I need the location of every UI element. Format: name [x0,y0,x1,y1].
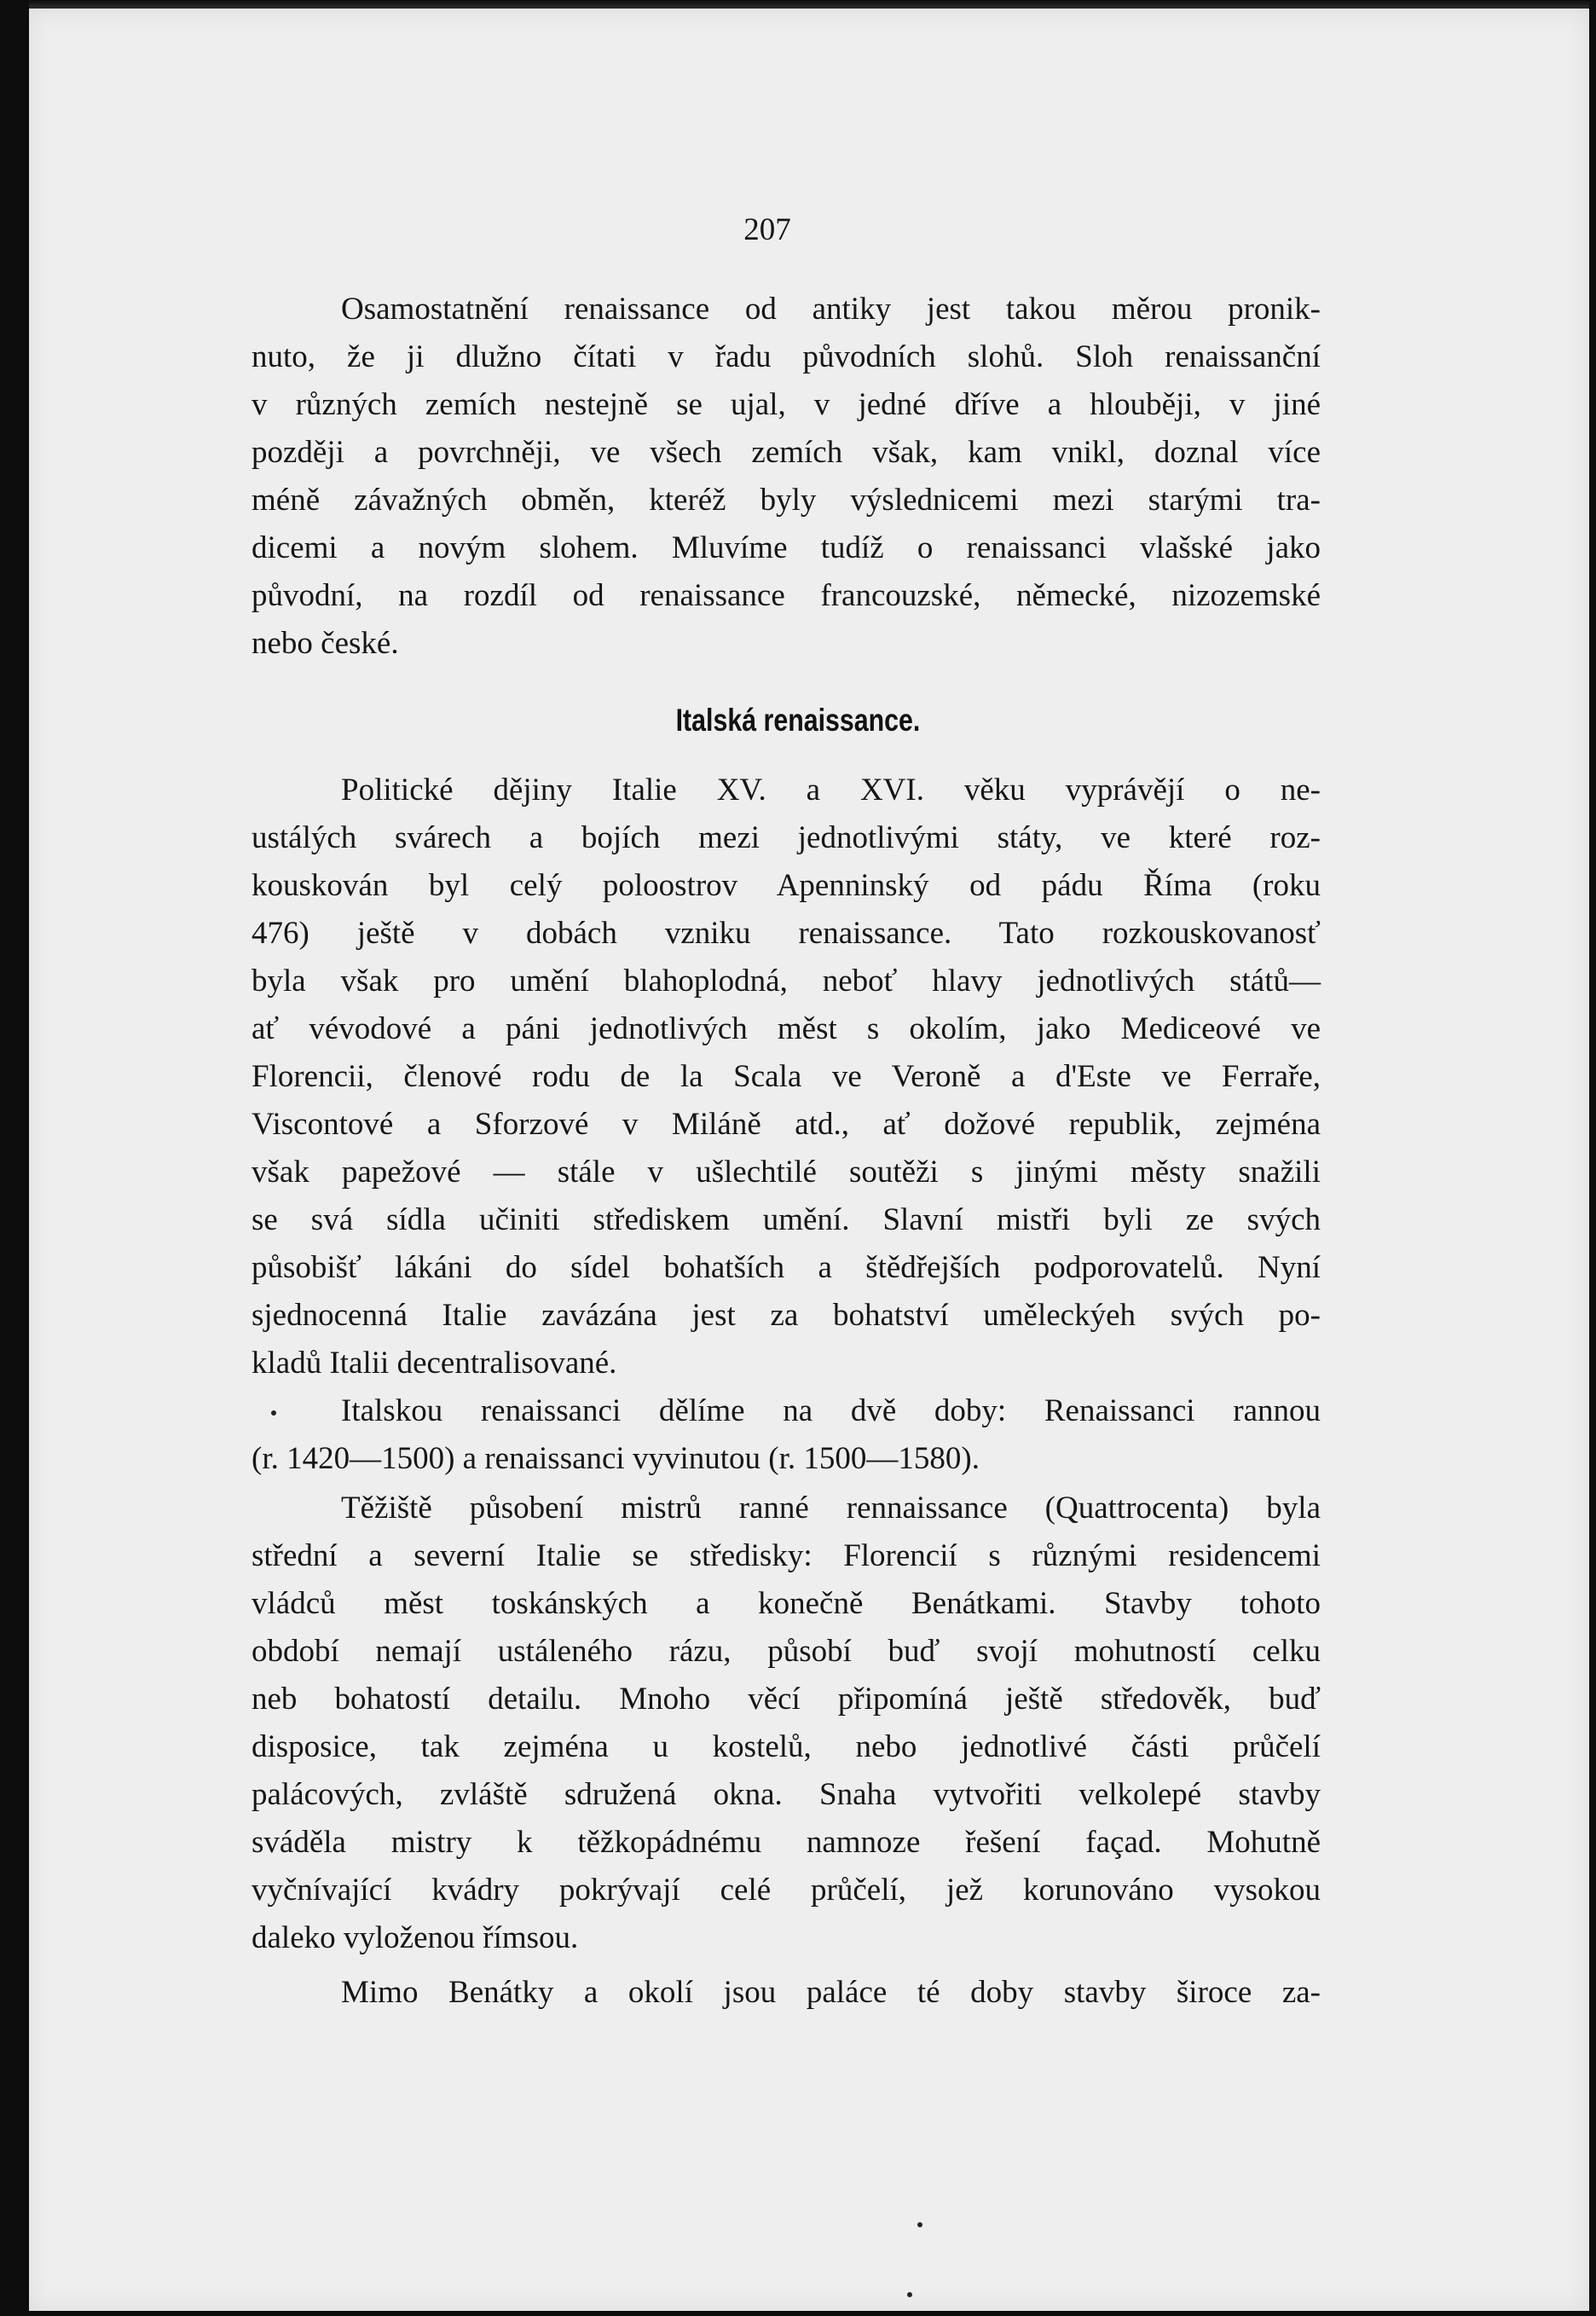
paragraph-4-line: vládců měst toskánských a konečně Benátkami. Stavby tohoto [252,1586,1321,1621]
paragraph-2-line: sjednocenná Italie zavázána jest za bohatství uměleckýeh svých po- [252,1298,1321,1333]
paragraph-4-line: vyčnívající kvádry pokrývají celé průčelí, jež korunováno vysokou [252,1873,1321,1908]
paragraph-2-line: byla však pro umění blahoplodná, neboť hlavy jednotlivých států— [252,964,1321,999]
paragraph-2-line: 476) ještě v dobách vzniku renaissance. Tato rozkouskovanosť [252,916,1321,951]
scan-speck [917,2222,922,2227]
page-number: 207 [743,212,791,247]
paragraph-1-line: dicemi a novým slohem. Mluvíme tudíž o renaissanci vlašské jako [252,530,1321,565]
paragraph-5-line: Mimo Benátky a okolí jsou paláce té doby stavby široce za- [341,1975,1321,2010]
paragraph-2-line: ať vévodové a páni jednotlivých měst s okolím, jako Mediceové ve [252,1011,1321,1046]
paragraph-4-line: palácových, zvláště sdružená okna. Snaha vytvořiti velkolepé stavby [252,1777,1321,1812]
paragraph-1-line: méně závažných obměn, kteréž byly výslednicemi mezi starými tra- [252,483,1321,518]
paragraph-2-line: Florencii, členové rodu de la Scala ve Veroně a d'Este ve Ferraře, [252,1059,1321,1094]
paragraph-4-line: neb bohatostí detailu. Mnoho věcí připomíná ještě středověk, buď [252,1682,1321,1717]
paragraph-1-line: původní, na rozdíl od renaissance francouzské, německé, nizozemské [252,578,1321,613]
paragraph-2-line: působišť lákáni do sídel bohatších a štědřejších podporovatelů. Nyní [252,1250,1321,1285]
paragraph-1-line: nuto, že ji dlužno čítati v řadu původních slohů. Sloh renaissanční [252,339,1321,374]
paragraph-2-line: Viscontové a Sforzové v Miláně atd., ať dožové republik, zejména [252,1107,1321,1142]
paragraph-2-line: však papežové — stále v ušlechtilé soutěži s jinými městy snažili [252,1155,1321,1190]
paragraph-2-line: kladů Italii decentralisované. [252,1346,617,1381]
paragraph-4-line: období nemají ustáleného rázu, působí buď svojí mohutností celku [252,1634,1321,1669]
paragraph-4-line: sváděla mistry k těžkopádnému namnoze řešení façad. Mohutně [252,1825,1321,1860]
scan-speck [271,1410,276,1416]
paragraph-1-line: Osamostatnění renaissance od antiky jest takou měrou pronik- [341,292,1321,327]
paragraph-1-line: nebo české. [252,626,399,661]
paragraph-2-line: kouskován byl celý poloostrov Apenninský od pádu Říma (roku [252,868,1321,903]
paragraph-2-line: Politické dějiny Italie XV. a XVI. věku vyprávějí o ne- [341,773,1321,808]
section-heading: Italská renaissance. [675,703,921,738]
paragraph-4-line: Těžiště působení mistrů ranné rennaissance (Quattrocenta) byla [341,1491,1321,1526]
paragraph-3-line: Italskou renaissanci dělíme na dvě doby: Renaissanci rannou [341,1393,1321,1428]
paragraph-4-line: střední a severní Italie se středisky: Florencií s různými residencemi [252,1538,1321,1573]
paragraph-1-line: později a povrchněji, ve všech zemích však, kam vnikl, doznal více [252,435,1321,470]
scan-speck [907,2292,912,2297]
paragraph-2-line: se svá sídla učiniti střediskem umění. Slavní mistři byli ze svých [252,1202,1321,1237]
paragraph-4-line: disposice, tak zejména u kostelů, nebo jednotlivé části průčelí [252,1729,1321,1764]
paragraph-2-line: ustálých svárech a bojích mezi jednotlivými státy, ve které roz- [252,820,1321,855]
paragraph-4-line: daleko vyloženou římsou. [252,1920,579,1955]
paragraph-3-line: (r. 1420—1500) a renaissanci vyvinutou (r. 1500—1580). [252,1441,980,1476]
paragraph-1-line: v různých zemích nestejně se ujal, v jedné dříve a hlouběji, v jiné [252,387,1321,422]
